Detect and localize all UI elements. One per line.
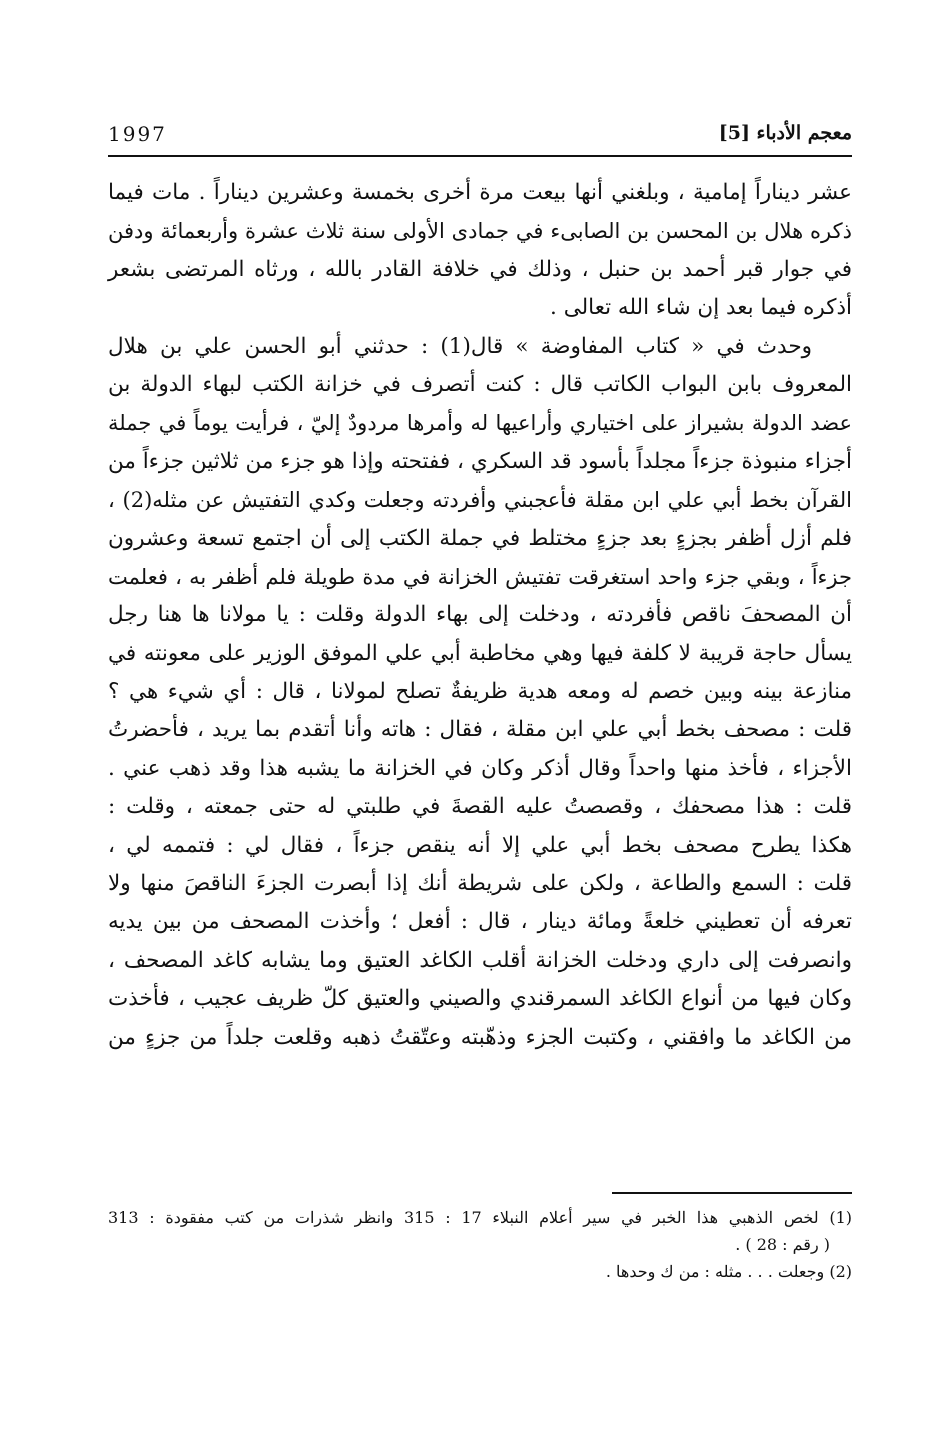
text-line: الأجزاء ، فأخذ منها واحداً وقال أذكر وكان في الخزانة ما يشبه هذا وقد ذهب عني . bbox=[108, 755, 852, 781]
text-line: في جوار قبر أحمد بن حنبل ، وذلك في خلافة القادر بالله ، ورثاه المرتضى بشعر bbox=[108, 256, 852, 282]
text-line: جزءاً ، وبقي جزء واحد استغرقت تفتيش الخزانة في مدة طويلة فلم أظفر به ، فعلمت bbox=[108, 564, 852, 589]
text-line: منازعة بينه وبين خصم له ومعه هدية ظريفةٌ تصلح لمولانا ، قال : أي شيء هي ؟ bbox=[108, 679, 852, 705]
text-line: عشر ديناراً إمامية ، وبلغني أنها بيعت مرة أخرى بخمسة وعشرين ديناراً . مات فيما bbox=[108, 180, 852, 205]
text-line: القرآن بخط أبي علي ابن مقلة فأعجبني وأفردته وجعلت وكدي التفتيش عن مثله(2) ، bbox=[108, 488, 852, 513]
footnote-1: (1) لخص الذهبي هذا الخبر في سير أعلام النبلاء 17 : 315 وانظر شذرات من كتب مفقودة : 313 bbox=[108, 1208, 853, 1227]
running-header bbox=[108, 122, 852, 150]
footnote-rule bbox=[612, 1192, 852, 1194]
text-line: ذكره هلال بن المحسن بن الصابىء في جمادى الأولى سنة ثلاث عشرة وأربعمائة ودفن bbox=[108, 219, 852, 244]
footnotes bbox=[108, 1204, 852, 1285]
text-line: أجزاء منبوذة جزءاً مجلداً بأسود قد السكري ، ففتحته وإذا هو جزء من ثلاثين جزءاً من bbox=[108, 448, 852, 474]
text-line: أن المصحفَ ناقص فأفردته ، ودخلت إلى بهاء الدولة وقلت : يا مولانا ها هنا رجل bbox=[108, 602, 852, 628]
footnote-2: (2) وجعلت . . . مثله : من ك وحدها . bbox=[605, 1262, 852, 1281]
text-line: وانصرفت إلى داري ودخلت الخزانة أقلب الكاغد العتيق وما يشابه كاغد المصحف ، bbox=[108, 947, 852, 973]
page-number: 1997 bbox=[108, 122, 167, 146]
text-line: وكان فيها من أنواع الكاغد السمرقندي والصيني والعتيق كلّ ظريف عجيب ، فأخذت bbox=[108, 986, 852, 1012]
text-line: وحدث في « كتاب المفاوضة » قال(1) : حدثني أبو الحسن علي بن هلال bbox=[108, 333, 812, 359]
running-title: معجم الأدباء [5] bbox=[718, 122, 852, 144]
header-rule bbox=[108, 155, 852, 157]
text-line: قلت : مصحف بخط أبي علي ابن مقلة ، فقال : هاته وأنا أتقدم بما يريد ، فأحضرتُ bbox=[108, 717, 852, 743]
main-text bbox=[108, 174, 852, 1057]
text-line: هكذا يطرح مصحف بخط أبي علي إلا أنه ينقص جزءاً ، فقال لي : فتممه لي ، bbox=[108, 832, 852, 858]
text-line: يسأل حاجة قريبة لا كلفة فيها وهي مخاطبة أبي علي الموفق الوزير على معونته في bbox=[108, 640, 852, 666]
text-line: قلت : هذا مصحفك ، وقصصتُ عليه القصةَ في طلبتي له حتى جمعته ، وقلت : bbox=[108, 794, 852, 820]
text-line: عضد الدولة بشيراز على اختياري وأراعيها له وأمرها مردودٌ إليّ ، فرأيت يوماً في جملة bbox=[108, 411, 852, 436]
text-line: قلت : السمع والطاعة ، ولكن على شريطة أنك إذا أبصرت الجزءَ الناقصَ منها ولا bbox=[108, 871, 852, 897]
text-line: تعرفه أن تعطيني خلعةً ومائة دينار ، قال : أفعل ؛ وأخذت المصحف من بين يديه bbox=[108, 909, 852, 935]
text-line: فلم أزل أظفر بجزءٍ بعد جزءٍ مختلط في جملة الكتب إلى أن اجتمع تسعة وعشرون bbox=[108, 525, 852, 551]
footnote-1-continuation: ( رقم : 28 ) . bbox=[735, 1235, 830, 1254]
text-line: أذكره فيما بعد إن شاء الله تعالى . bbox=[550, 295, 852, 321]
text-line: المعروف بابن البواب الكاتب قال : كنت أتصرف في خزانة الكتب لبهاء الدولة بن bbox=[108, 371, 852, 397]
text-line: من الكاغد ما وافقني ، وكتبت الجزء وذهّبته وعتّقتُ ذهبه وقلعت جلداً من جزءٍ من bbox=[108, 1024, 852, 1050]
